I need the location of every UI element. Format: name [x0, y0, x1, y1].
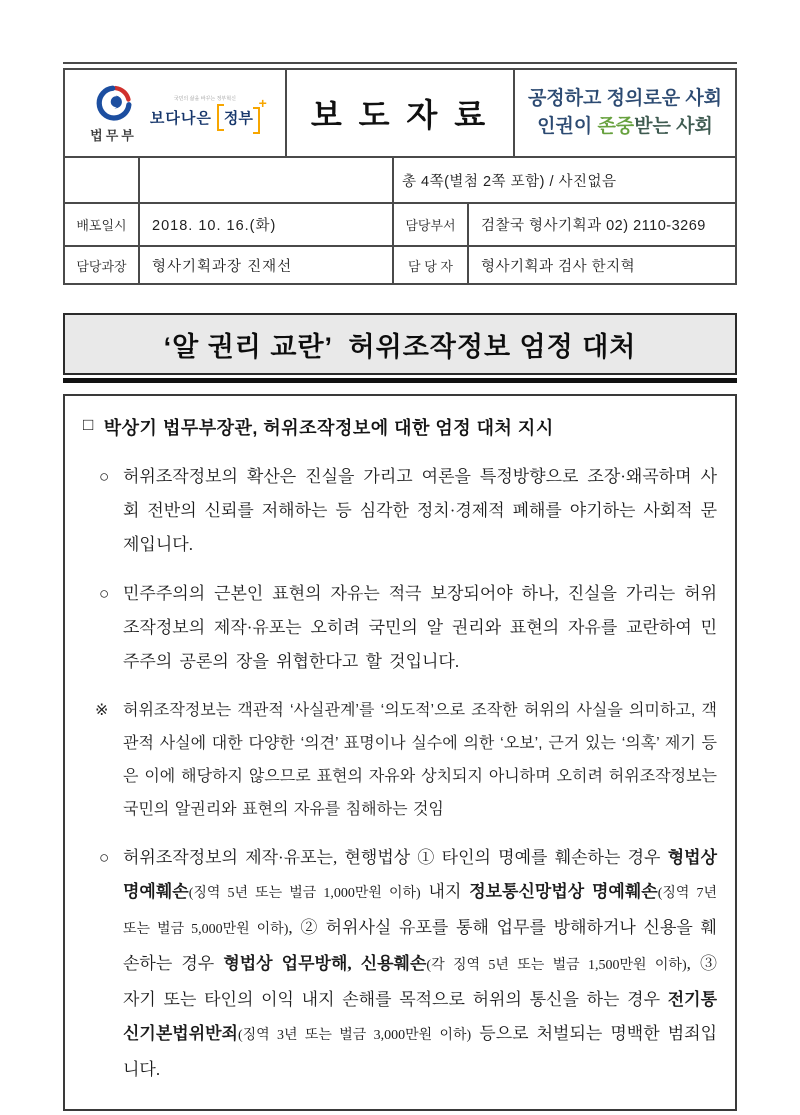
note-paragraph — [83, 694, 717, 826]
department-label: 담당부서 — [392, 204, 467, 245]
manager-label: 담당과장 — [76, 258, 127, 274]
brand-name-right: 정부 — [223, 110, 253, 127]
headline-box — [63, 313, 737, 375]
paragraph — [83, 460, 717, 562]
masthead-table — [63, 68, 737, 285]
slogan-line-2: 인권이 존중받는 사회 — [537, 116, 713, 137]
brand-name-left: 보다나은 — [149, 110, 212, 127]
contact-value: 형사기획과 검사 한지혁 — [467, 247, 735, 283]
body-box — [63, 394, 737, 1111]
empty-cell — [138, 158, 392, 202]
body-heading-text: 박상기 법무부장관, 허위조작정보에 대한 엄정 대처 지시 — [103, 418, 554, 438]
top-rule — [63, 62, 737, 64]
ministry-logo-cell — [65, 70, 285, 156]
pages-note-row — [65, 156, 735, 202]
headline-underline-bar — [63, 378, 737, 383]
table-row — [65, 202, 735, 245]
headline-title: ‘알 권리 교란’ 허위조작정보 엄정 대처 — [163, 331, 637, 362]
taegeuk-icon — [93, 82, 135, 124]
circle-bullet-icon: ○ — [99, 848, 110, 867]
release-date-value: 2018. 10. 16.(화) — [138, 204, 392, 245]
reference-mark-icon: ※ — [95, 702, 109, 719]
masthead-row — [65, 70, 735, 156]
square-bullet-icon: □ — [83, 415, 94, 434]
brand-tagline: 국민의 삶을 바꾸는 정부혁신 — [173, 96, 236, 102]
note-text: 허위조작정보는 객관적 ‘사실관계’를 ‘의도적’으로 조작한 허위의 사실을 의미하고, 객관적 사실에 대한 다양한 ‘의견’ 표명이나 실수에 의한 ‘오보’, 근거 있는 ‘의혹’ 제기 등은 이에 해당하지 않으므로 표현의 자유와 상치되지 아니하며 오히려 허위조작정보는 국민의 알권리와 표현의 자유를 침해하는 것임 — [123, 702, 717, 818]
release-date-label: 배포일시 — [76, 218, 127, 233]
circle-bullet-icon: ○ — [99, 584, 110, 603]
slogan-line-1: 공정하고 정의로운 사회 — [527, 87, 723, 109]
ministry-name: 법무부 — [90, 128, 137, 143]
paragraph — [83, 577, 717, 679]
paragraph-text: 민주주의의 근본인 표현의 자유는 적극 보장되어야 하나, 진실을 가리는 허위조작정보의 제작·유포는 오히려 국민의 알 권리와 표현의 자유를 교란하여 민주주의 공론의 장을 위협한다고 할 것입니다. — [123, 584, 717, 671]
table-row — [65, 245, 735, 283]
contact-label: 담 당 자 — [392, 247, 467, 283]
department-value: 검찰국 형사기획과 02) 2110-3269 — [467, 204, 735, 245]
slogan-cell — [513, 70, 735, 156]
empty-cell — [65, 158, 138, 202]
circle-bullet-icon: ○ — [99, 467, 110, 486]
plus-icon: + — [258, 95, 267, 111]
body-heading — [83, 414, 717, 440]
ministry-emblem — [90, 82, 137, 144]
doc-type-title: 보 도 자 료 — [285, 70, 513, 156]
better-government-logo — [149, 95, 267, 131]
paragraph-text: 허위조작정보의 확산은 진실을 가리고 여론을 특정방향으로 조장·왜곡하며 사회 전반의 신뢰를 저해하는 등 심각한 정치·경제적 폐해를 야기하는 사회적 문제입니다. — [123, 467, 717, 554]
brand-name-bracketed — [217, 95, 267, 131]
pages-note: 총 4쪽(별첨 2쪽 포함) / 사진없음 — [392, 158, 735, 202]
paragraph-text: 허위조작정보의 제작·유포는, 현행법상 ① 타인의 명예를 훼손하는 경우 형법상 명예훼손(징역 5년 또는 벌금 1,000만원 이하) 내지 정보통신망법상 명예훼손(징역 7년 또는 벌금 5,000만원 이하), ② 허위사실 유포를 통해 업무를 방해하거나 신용을 훼손하는 경우 형법상 업무방해, 신용훼손(각 징역 5년 또는 벌금 1,500만원 이하), ③ 자기 또는 타인의 이익 내지 손해를 목적으로 허위의 통신을 하는 경우 전기통신기본법위반죄(징역 3년 또는 벌금 3,000만원 이하) 등으로 처벌되는 명백한 범죄입니다. — [123, 848, 718, 1079]
paragraph — [83, 841, 717, 1087]
manager-value: 형사기획과장 진재선 — [138, 247, 392, 283]
